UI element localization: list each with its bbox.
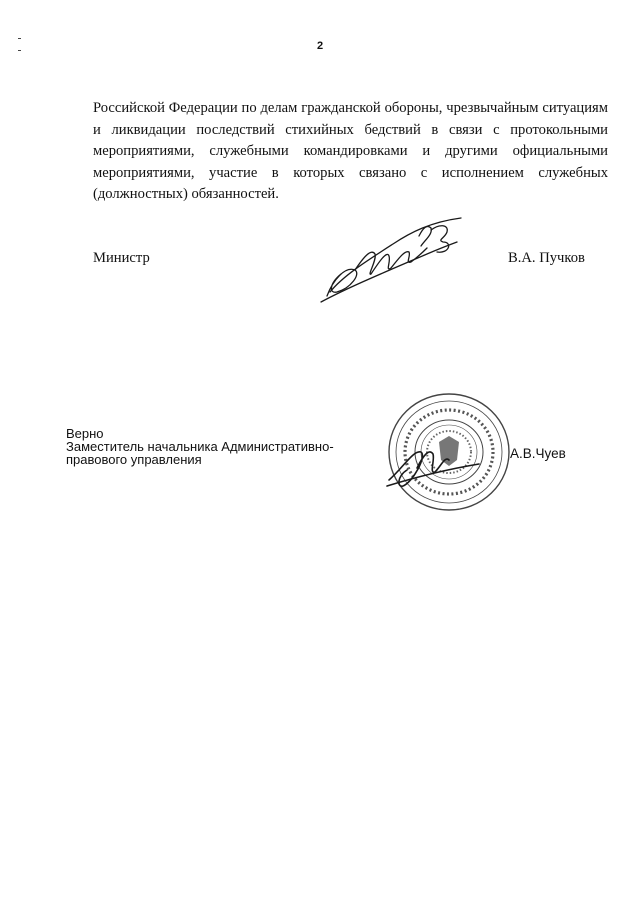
official-round-seal-icon — [383, 390, 513, 515]
scan-speck — [18, 38, 21, 39]
certification-name: А.В.Чуев — [510, 446, 566, 461]
body-paragraph: Российской Федерации по делам гражданской обороны, чрезвычайным ситуациям и ликвидации последствий стихийных бедствий в связи с протокольными мероприятиями, служебными командировками и другими официальными мероприятиями, участие в которых связано с исполнением служебных (должностных) обязанностей. — [93, 100, 608, 202]
body-text — [93, 98, 608, 206]
minister-signature — [315, 210, 475, 310]
certification-block — [66, 427, 334, 466]
certification-position-line-2: правового управления — [66, 452, 202, 467]
certification-verified: Верно — [66, 426, 104, 441]
page-number: 2 — [316, 40, 324, 52]
signatory-title: Министр — [93, 250, 150, 266]
signatory-name: В.А. Пучков — [508, 250, 585, 266]
certification-position-line-1: Заместитель начальника Административно- — [66, 439, 334, 454]
